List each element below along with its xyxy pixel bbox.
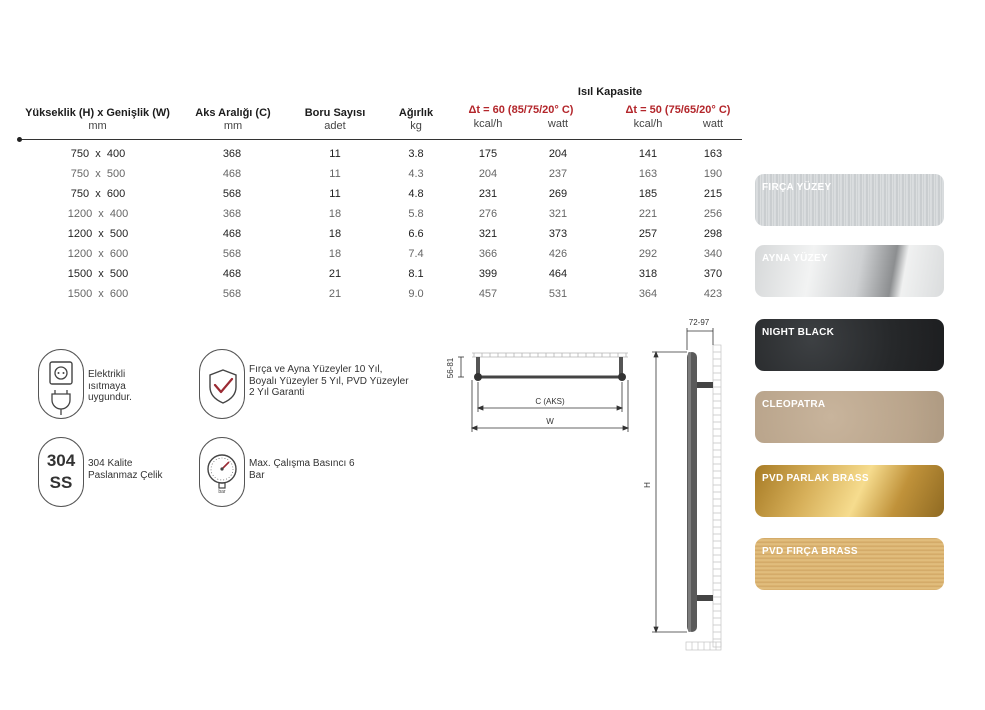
- badge-ss-text: SS: [49, 473, 73, 492]
- col-header-dt60: Δt = 60 (85/75/20° C): [468, 104, 574, 116]
- finish-swatch-mirror[interactable]: [755, 245, 944, 297]
- dim-c-axis: C (AKS): [535, 397, 565, 406]
- cell-kg: 6.6: [408, 228, 424, 240]
- cell-kg: 5.8: [408, 208, 424, 220]
- cell-w60: 531: [548, 288, 568, 300]
- cell-c: 368: [222, 208, 242, 220]
- finish-label: CLEOPATRA: [762, 399, 826, 410]
- table-row: [0, 144, 760, 164]
- cell-tubes: 11: [329, 188, 341, 200]
- cell-c: 568: [222, 188, 242, 200]
- table-row: [0, 184, 760, 204]
- badge-304-text: 304: [46, 451, 76, 470]
- shield-check-icon: [199, 349, 245, 419]
- cell-k50: 141: [638, 148, 658, 160]
- cell-w60: 464: [548, 268, 568, 280]
- finish-swatch-pvd-brushed-brass[interactable]: [755, 538, 944, 590]
- side-view-wall: [686, 345, 721, 650]
- cell-k60: 204: [478, 168, 498, 180]
- dim-w: W: [546, 417, 554, 426]
- cell-w50: 190: [703, 168, 723, 180]
- cell-kg: 8.1: [408, 268, 424, 280]
- table-group-title: Isıl Kapasite: [577, 86, 643, 98]
- cell-k50: 185: [638, 188, 658, 200]
- table-row: [0, 244, 760, 264]
- feature-electric-text: Elektrikli ısıtmaya uygundur.: [88, 369, 132, 403]
- cell-k50: 364: [638, 288, 658, 300]
- cell-c: 468: [222, 268, 242, 280]
- cell-w50: 423: [703, 288, 723, 300]
- top-view-wall: [472, 353, 628, 357]
- cell-tubes: 18: [328, 208, 342, 220]
- cell-size: 1500 x 500: [67, 268, 129, 280]
- finish-label: PVD FIRÇA BRASS: [762, 546, 858, 557]
- cell-kg: 9.0: [408, 288, 424, 300]
- cell-k60: 321: [478, 228, 498, 240]
- col-header-axis: Aks Aralığı (C) mm: [195, 107, 271, 132]
- cell-k60: 276: [478, 208, 498, 220]
- col-header-weight: Ağırlık kg: [398, 107, 434, 132]
- cell-w50: 215: [703, 188, 723, 200]
- cell-k60: 457: [478, 288, 498, 300]
- pressure-gauge-icon: [199, 437, 245, 507]
- table-row: [0, 284, 760, 304]
- col-header-tubes: Boru Sayısı adet: [304, 107, 366, 132]
- col-header-dt50: Δt = 50 (75/65/20° C): [625, 104, 731, 116]
- cell-size: 750 x 400: [70, 148, 126, 160]
- cell-tubes: 11: [329, 168, 341, 180]
- cell-kg: 7.4: [408, 248, 424, 260]
- top-view-rail: [474, 357, 626, 381]
- cell-k60: 175: [478, 148, 498, 160]
- feature-pressure-text: Max. Çalışma Basıncı 6 Bar: [249, 458, 355, 481]
- cell-c: 468: [222, 168, 242, 180]
- table-row: [0, 224, 760, 244]
- finish-label: AYNA YÜZEY: [762, 253, 828, 264]
- cell-k60: 231: [478, 188, 498, 200]
- cell-w50: 163: [703, 148, 723, 160]
- cell-c: 368: [222, 148, 242, 160]
- cell-w60: 204: [548, 148, 568, 160]
- cell-tubes: 18: [328, 228, 342, 240]
- cell-kg: 4.8: [408, 188, 424, 200]
- header-rule: [20, 139, 742, 140]
- col-header-dt60-watt: watt: [547, 118, 569, 130]
- cell-kg: 3.8: [408, 148, 424, 160]
- col-header-dt60-kcal: kcal/h: [473, 118, 503, 130]
- socket-icon: [38, 349, 84, 419]
- table-row: [0, 264, 760, 284]
- cell-w60: 269: [548, 188, 568, 200]
- finish-label: FIRÇA YÜZEY: [762, 182, 832, 193]
- cell-w50: 370: [703, 268, 723, 280]
- cell-k50: 318: [638, 268, 658, 280]
- cell-k50: 292: [638, 248, 658, 260]
- finish-swatch-night-black[interactable]: [755, 319, 944, 371]
- cell-c: 568: [222, 288, 242, 300]
- cell-tubes: 11: [329, 148, 341, 160]
- dim-h: H: [643, 482, 652, 488]
- cell-k50: 257: [638, 228, 658, 240]
- cell-w50: 298: [703, 228, 723, 240]
- col-header-dt50-watt: watt: [702, 118, 724, 130]
- cell-c: 468: [222, 228, 242, 240]
- cell-tubes: 18: [328, 248, 342, 260]
- cell-w60: 373: [548, 228, 568, 240]
- cell-kg: 4.3: [408, 168, 424, 180]
- cell-size: 1500 x 600: [67, 288, 129, 300]
- gauge-unit-label: bar: [218, 489, 226, 495]
- header-rule-dot: [17, 137, 22, 142]
- dim-depth: 72-97: [688, 318, 710, 327]
- dim-56-81: 56-81: [446, 357, 455, 379]
- finish-swatch-cleopatra[interactable]: [755, 391, 944, 443]
- col-header-size: Yükseklik (H) x Genişlik (W) mm: [25, 107, 170, 132]
- col-header-dt50-kcal: kcal/h: [633, 118, 663, 130]
- cell-k50: 163: [638, 168, 658, 180]
- cell-w60: 426: [548, 248, 568, 260]
- cell-w50: 256: [703, 208, 723, 220]
- finish-swatch-pvd-polished-brass[interactable]: [755, 465, 944, 517]
- cell-tubes: 21: [328, 268, 342, 280]
- table-row: [0, 164, 760, 184]
- cell-c: 568: [222, 248, 242, 260]
- feature-warranty-text: Fırça ve Ayna Yüzeyler 10 Yıl, Boyalı Yüzeyler 5 Yıl, PVD Yüzeyler 2 Yıl Garanti: [249, 364, 409, 398]
- finish-label: NIGHT BLACK: [762, 327, 835, 338]
- cell-k60: 399: [478, 268, 498, 280]
- cell-w50: 340: [703, 248, 723, 260]
- cell-k60: 366: [478, 248, 498, 260]
- cell-size: 750 x 500: [70, 168, 126, 180]
- cell-size: 1200 x 600: [67, 248, 129, 260]
- stainless-steel-badge: [38, 437, 84, 507]
- side-view-rail: [687, 352, 713, 632]
- finish-label: PVD PARLAK BRASS: [762, 473, 869, 484]
- cell-w60: 321: [548, 208, 568, 220]
- cell-size: 750 x 600: [70, 188, 126, 200]
- feature-steel-text: 304 Kalite Paslanmaz Çelik: [88, 458, 163, 481]
- finish-swatch-brushed[interactable]: [755, 174, 944, 226]
- cell-tubes: 21: [328, 288, 342, 300]
- cell-w60: 237: [548, 168, 568, 180]
- cell-size: 1200 x 500: [67, 228, 129, 240]
- cell-k50: 221: [638, 208, 658, 220]
- table-row: [0, 204, 760, 224]
- cell-size: 1200 x 400: [67, 208, 129, 220]
